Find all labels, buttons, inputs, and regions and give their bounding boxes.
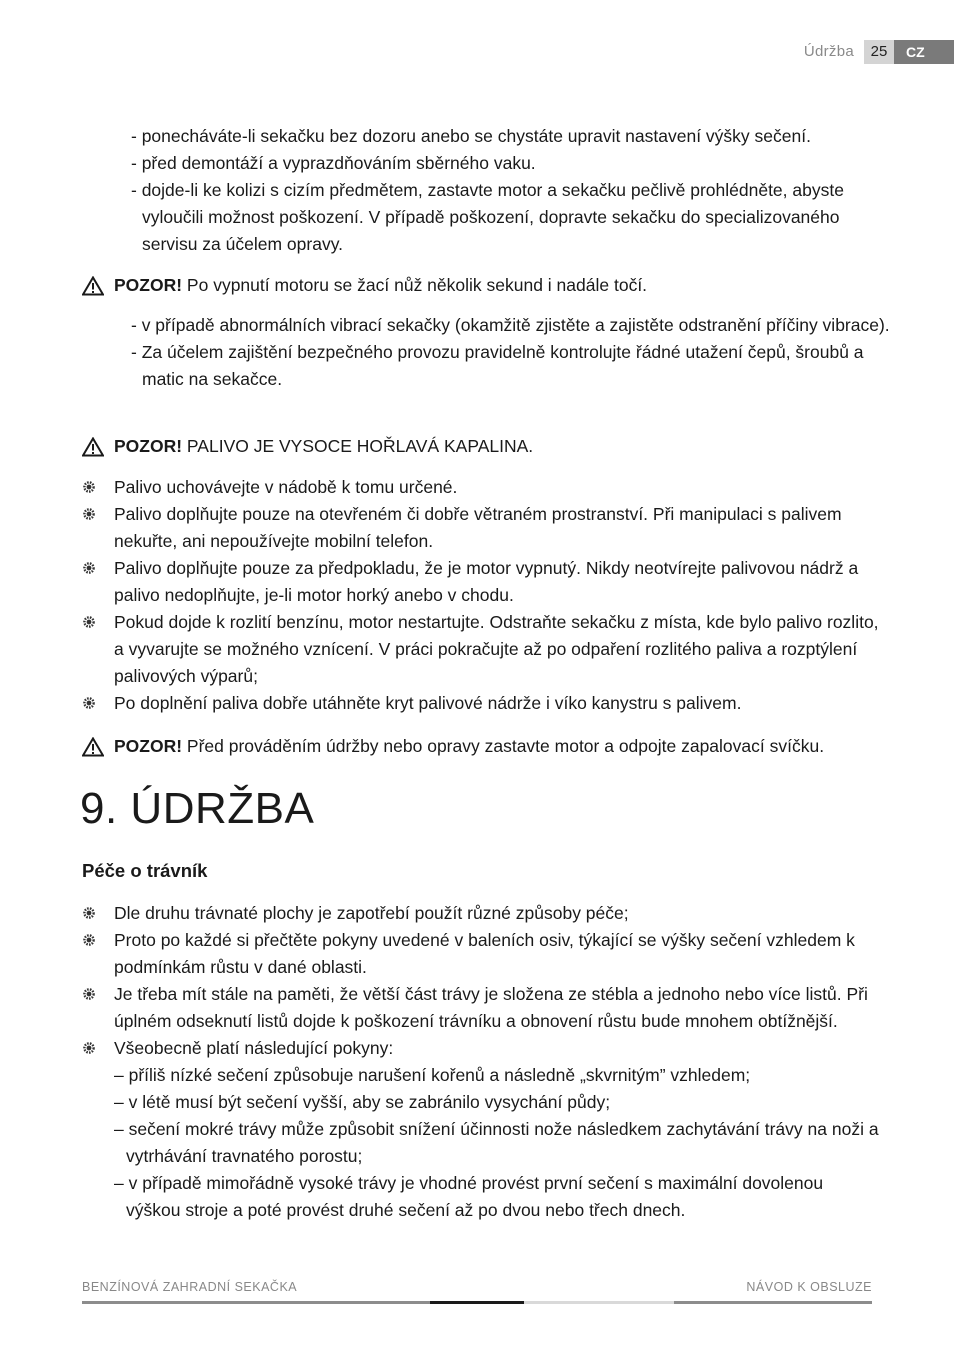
- bullet-gear-icon: [82, 1041, 96, 1055]
- list-item: - před demontáží a vyprazdňováním sběrného vaku.: [131, 153, 536, 173]
- warning-label: POZOR!: [114, 436, 183, 456]
- list-item: – sečení mokré trávy může způsobit snížení účinnosti nože následkem zachytávání trávy na noži a vytrhávání travnatého porostu;: [114, 1119, 879, 1166]
- footer-bar-segment: [524, 1301, 674, 1304]
- language-tab: CZ: [894, 40, 954, 64]
- bullet-gear-icon: [82, 987, 96, 1001]
- list-item: Proto po každé si přečtěte pokyny uvedené v baleních osiv, týkající se výšky sečení vzhledem k podmínkám růstu v dané oblasti.: [82, 927, 882, 981]
- list-item: Palivo uchovávejte v nádobě k tomu určené.: [82, 474, 882, 501]
- warning-triangle-icon: [82, 437, 104, 457]
- page-number: 25: [864, 40, 894, 64]
- footer-bar-segment: [674, 1301, 872, 1304]
- list-item: Palivo doplňujte pouze za předpokladu, že je motor vypnutý. Nikdy neotvírejte palivovou nádrž a palivo nedoplňujte, je-li motor horký anebo v chodu.: [82, 555, 882, 609]
- footer-bar-segment: [82, 1301, 430, 1304]
- footer-bar-segment: [430, 1301, 524, 1304]
- warning-label: POZOR!: [114, 275, 183, 295]
- general-intro: Všeobecně platí následující pokyny:: [114, 1038, 394, 1058]
- list-item: – v případě mimořádně vysoké trávy je vhodné provést první sečení s maximální dovolenou výškou stroje a poté provést druhé sečení až po dvou nebo třech dnech.: [114, 1173, 824, 1220]
- footer-product-name: BENZÍNOVÁ ZAHRADNÍ SEKAČKA: [82, 1280, 298, 1294]
- list-item: - v případě abnormálních vibrací sekačky (okamžitě zjistěte a zajistěte odstranění příčiny vibrace).: [131, 315, 890, 335]
- warning-text: Před prováděním údržby nebo opravy zastavte motor a odpojte zapalovací svíčku.: [182, 736, 825, 756]
- general-guidelines: [114, 1062, 882, 1224]
- warning-maintenance: [82, 733, 824, 760]
- bullet-gear-icon: [82, 906, 96, 920]
- list-item: - dojde-li ke kolizi s cizím předmětem, zastavte motor a sekačku pečlivě prohlédněte, abyste vyloučili možnost poškození. V případě poškození, dopravte sekačku do specializovaného servisu za účelem opravy.: [131, 180, 844, 254]
- maintenance-check-list: [131, 312, 891, 393]
- lawn-care-list: [82, 900, 882, 1224]
- warning-blade: [82, 272, 647, 299]
- warning-text: Po vypnutí motoru se žací nůž několik sekund i nadále točí.: [182, 275, 648, 295]
- bullet-gear-icon: [82, 561, 96, 575]
- footer-manual-label: NÁVOD K OBSLUZE: [746, 1280, 872, 1294]
- precautions-list: [131, 123, 891, 258]
- warning-triangle-icon: [82, 276, 104, 296]
- header-section-title: Údržba: [803, 43, 854, 60]
- list-item: Je třeba mít stále na paměti, že větší část trávy je složena ze stébla a jednoho nebo více listů. Při úplném odseknutí listů dojde k poškození trávníku a obnovení růstu bude mnohem obtížnější.: [82, 981, 882, 1035]
- list-item: Pokud dojde k rozlití benzínu, motor nestartujte. Odstraňte sekačku z místa, kde bylo palivo rozlito, a vyvarujte se možného vznícení. V práci pokračujte až po odpaření rozlitého paliva a rozptýlení palivových výparů;: [82, 609, 882, 690]
- list-item: Palivo doplňujte pouze na otevřeném či dobře větraném prostranství. Při manipulaci s palivem nekuřte, ani nepoužívejte mobilní telefon.: [82, 501, 882, 555]
- bullet-gear-icon: [82, 507, 96, 521]
- fuel-safety-list: [82, 474, 882, 717]
- list-item: - Za účelem zajištění bezpečného provozu pravidelně kontrolujte řádné utažení čepů, šroubů a matic na sekačce.: [131, 342, 864, 389]
- chapter-title: 9. ÚDRŽBA: [80, 784, 315, 833]
- list-item: – v létě musí být sečení vyšší, aby se zabránilo vysychání půdy;: [114, 1092, 611, 1112]
- bullet-gear-icon: [82, 696, 96, 710]
- warning-text: PALIVO JE VYSOCE HOŘLAVÁ KAPALINA.: [182, 436, 534, 456]
- section-heading: Péče o trávník: [82, 860, 208, 881]
- list-item: - ponecháváte-li sekačku bez dozoru anebo se chystáte upravit nastavení výšky sečení.: [131, 126, 811, 146]
- warning-label: POZOR!: [114, 736, 183, 756]
- warning-triangle-icon: [82, 737, 104, 757]
- list-item: [82, 1035, 882, 1224]
- list-item: Po doplnění paliva dobře utáhněte kryt palivové nádrže i víko kanystru s palivem.: [82, 690, 882, 717]
- list-item: – příliš nízké sečení způsobuje narušení kořenů a následně „skvrnitým” vzhledem;: [114, 1065, 751, 1085]
- bullet-gear-icon: [82, 480, 96, 494]
- list-item: Dle druhu trávnaté plochy je zapotřebí použít různé způsoby péče;: [82, 900, 882, 927]
- warning-fuel: [82, 433, 533, 460]
- bullet-gear-icon: [82, 933, 96, 947]
- bullet-gear-icon: [82, 615, 96, 629]
